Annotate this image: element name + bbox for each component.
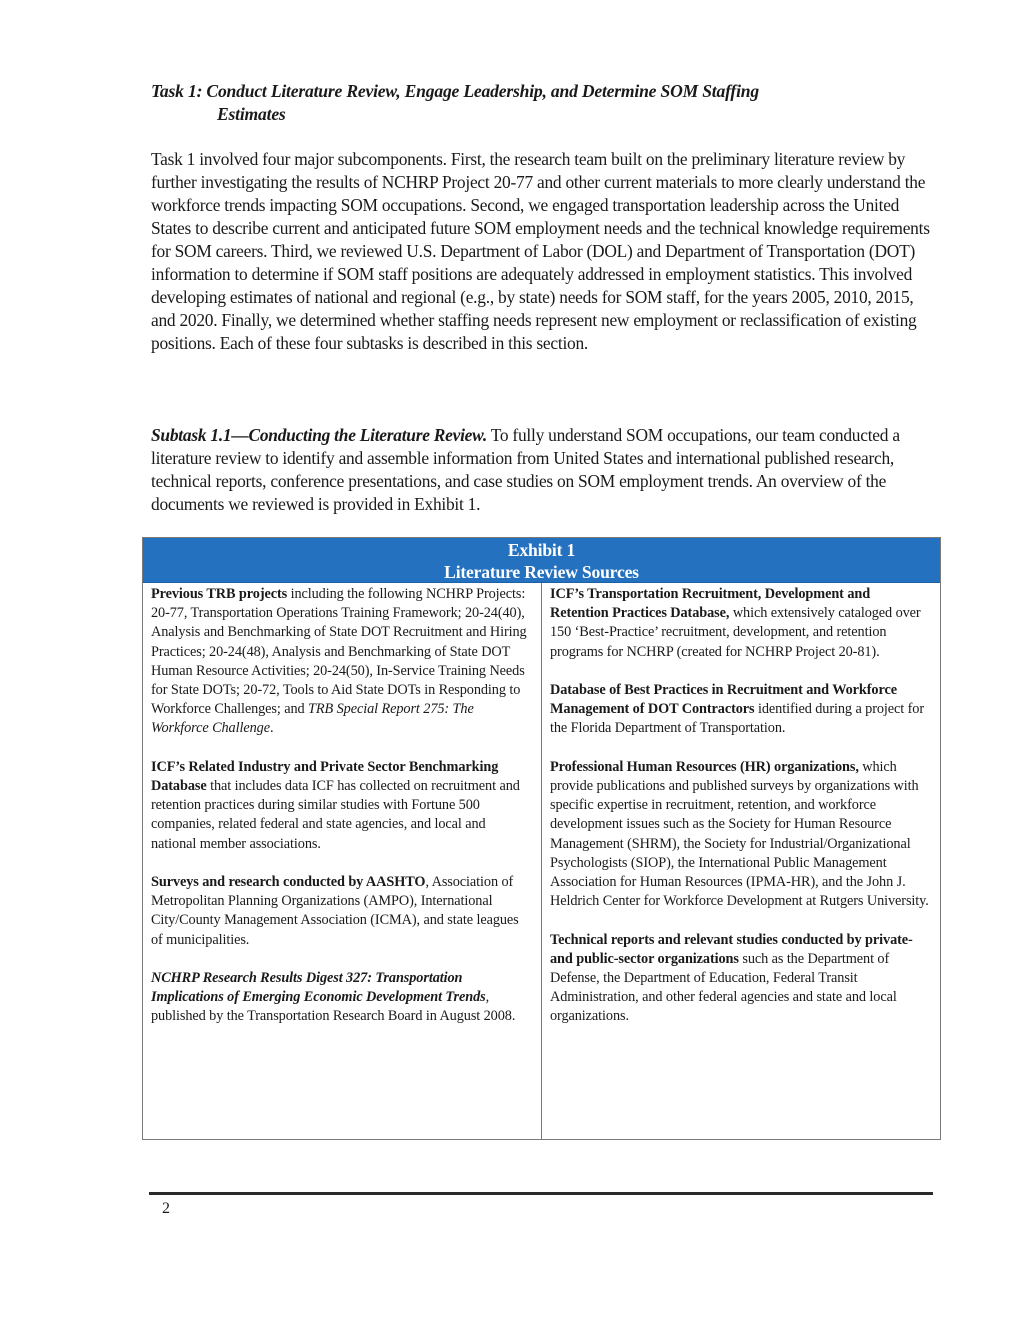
source-description: such as the Department of Defense, the Department of Education, Federal Transit Administration, and other federal agencies and state and local organizations. <box>550 950 897 1025</box>
source-entry-icf-practices-database <box>550 585 932 662</box>
exhibit-header <box>143 538 940 583</box>
source-description: including the following NCHRP Projects: 20-77, Transportation Operations Training Framework; 20-24(40), Analysis and Benchmarking of State DOT Recruitment and Hiring Practices; 20-24(48), Analysis and Benchmarking of State DOT Human Resource Activities; 20-24(50), In-Service Training Needs for State DOTs; 20-72, Tools to Aid State DOTs in Responding to Workforce Challenges; and <box>151 586 527 718</box>
source-description: which extensively cataloged over 150 ‘Best-Practice’ recruitment, development, and retention programs for NCHRP (created for NCHRP Project 20-81). <box>550 605 921 660</box>
exhibit-title: Literature Review Sources <box>444 562 639 582</box>
source-description: , published by the Transportation Research Board in August 2008. <box>151 989 516 1025</box>
source-entry-dot-contractors-database <box>550 681 932 739</box>
exhibit-left-column <box>143 583 542 1139</box>
source-title: Professional Human Resources (HR) organizations, <box>550 758 859 775</box>
task-heading <box>151 80 911 126</box>
footer-divider <box>149 1192 933 1195</box>
source-entry-icf-benchmarking-database <box>151 758 533 854</box>
exhibit-number: Exhibit 1 <box>507 540 576 560</box>
intro-paragraph: Task 1 involved four major subcomponents. First, the research team built on the preliminary literature review by further investigating the results of NCHRP Project 20-77 and other current materials to more clearly understand the workforce trends impacting SOM occupations. Second, we engaged transportation leadership across the United States to describe current and anticipated future SOM employment needs and the technical knowledge requirements for SOM careers. Third, we reviewed U.S. Department of Labor (DOL) and Department of Transportation (DOT) information to determine if SOM staff positions are adequately addressed in employment statistics. This involved developing estimates of national and regional (e.g., by state) needs for SOM staff, for the years 2005, 2010, 2015, and 2020. Finally, we determined whether staffing needs represent new employment or reclassification of existing positions. Each of these four subtasks is described in this section. <box>151 149 930 353</box>
source-title: ICF’s Related Industry and Private Sector Benchmarking Database <box>151 758 499 795</box>
source-title: ICF’s Transportation Recruitment, Development and Retention Practices Database, <box>550 586 871 622</box>
source-entry-aashto-surveys <box>151 873 533 950</box>
source-description: identified during a project for the Florida Department of Transportation. <box>550 701 925 737</box>
source-italic-reference: TRB Special Report 275: The Workforce Challenge <box>151 701 474 737</box>
source-description: which provide publications and published surveys by organizations with specific expertise in recruitment, retention, and workforce development issues such as the Society for Human Resource Management (SHRM), the Society for Industrial/Organizational Psychologists (SIOP), the International Public Management Association for Human Resources (IPMA-HR), and the John J. Heldrich Center for Workforce Development at Rutgers University. <box>550 758 929 910</box>
source-entry-professional-hr-organizations <box>550 758 932 912</box>
source-title: Previous TRB projects <box>151 586 288 602</box>
task-heading-line1: Task 1: Conduct Literature Review, Engage Leadership, and Determine SOM Staffing <box>151 81 759 101</box>
source-title: Technical reports and relevant studies conducted by private- and public-sector organizations <box>550 931 913 967</box>
task-heading-line2: Estimates <box>217 104 286 124</box>
source-entry-nchrp-digest-327 <box>151 969 533 1027</box>
exhibit-table <box>142 537 941 1140</box>
subtask-paragraph <box>151 424 941 516</box>
source-title: Database of Best Practices in Recruitment and Workforce Management of DOT Contractors <box>550 682 897 718</box>
page-number: 2 <box>162 1200 170 1217</box>
exhibit-right-column <box>542 583 940 1139</box>
source-title: NCHRP Research Results Digest 327: Transportation Implications of Emerging Economic Development Trends <box>151 970 486 1006</box>
source-title: Surveys and research conducted by AASHTO <box>151 874 426 891</box>
source-description: , Association of Metropolitan Planning Organizations (AMPO), International City/County Management Association (ICMA), and state leagues of municipalities. <box>151 874 519 948</box>
source-description: that includes data ICF has collected on recruitment and retention practices during similar studies with Fortune 500 companies, related federal and state agencies, and local and national member associations. <box>151 778 520 852</box>
source-tail: . <box>269 720 274 737</box>
exhibit-body <box>143 583 940 1139</box>
subtask-text: To fully understand SOM occupations, our team conducted a literature review to identify and assemble information from United States and international published research, technical reports, conference presentations, and case studies on SOM employment trends. An overview of the documents we reviewed is provided in Exhibit 1. <box>151 425 900 514</box>
source-entry-technical-reports <box>550 931 932 1027</box>
subtask-heading: Subtask 1.1—Conducting the Literature Review. <box>151 425 487 445</box>
source-entry-previous-trb-projects <box>151 585 533 739</box>
